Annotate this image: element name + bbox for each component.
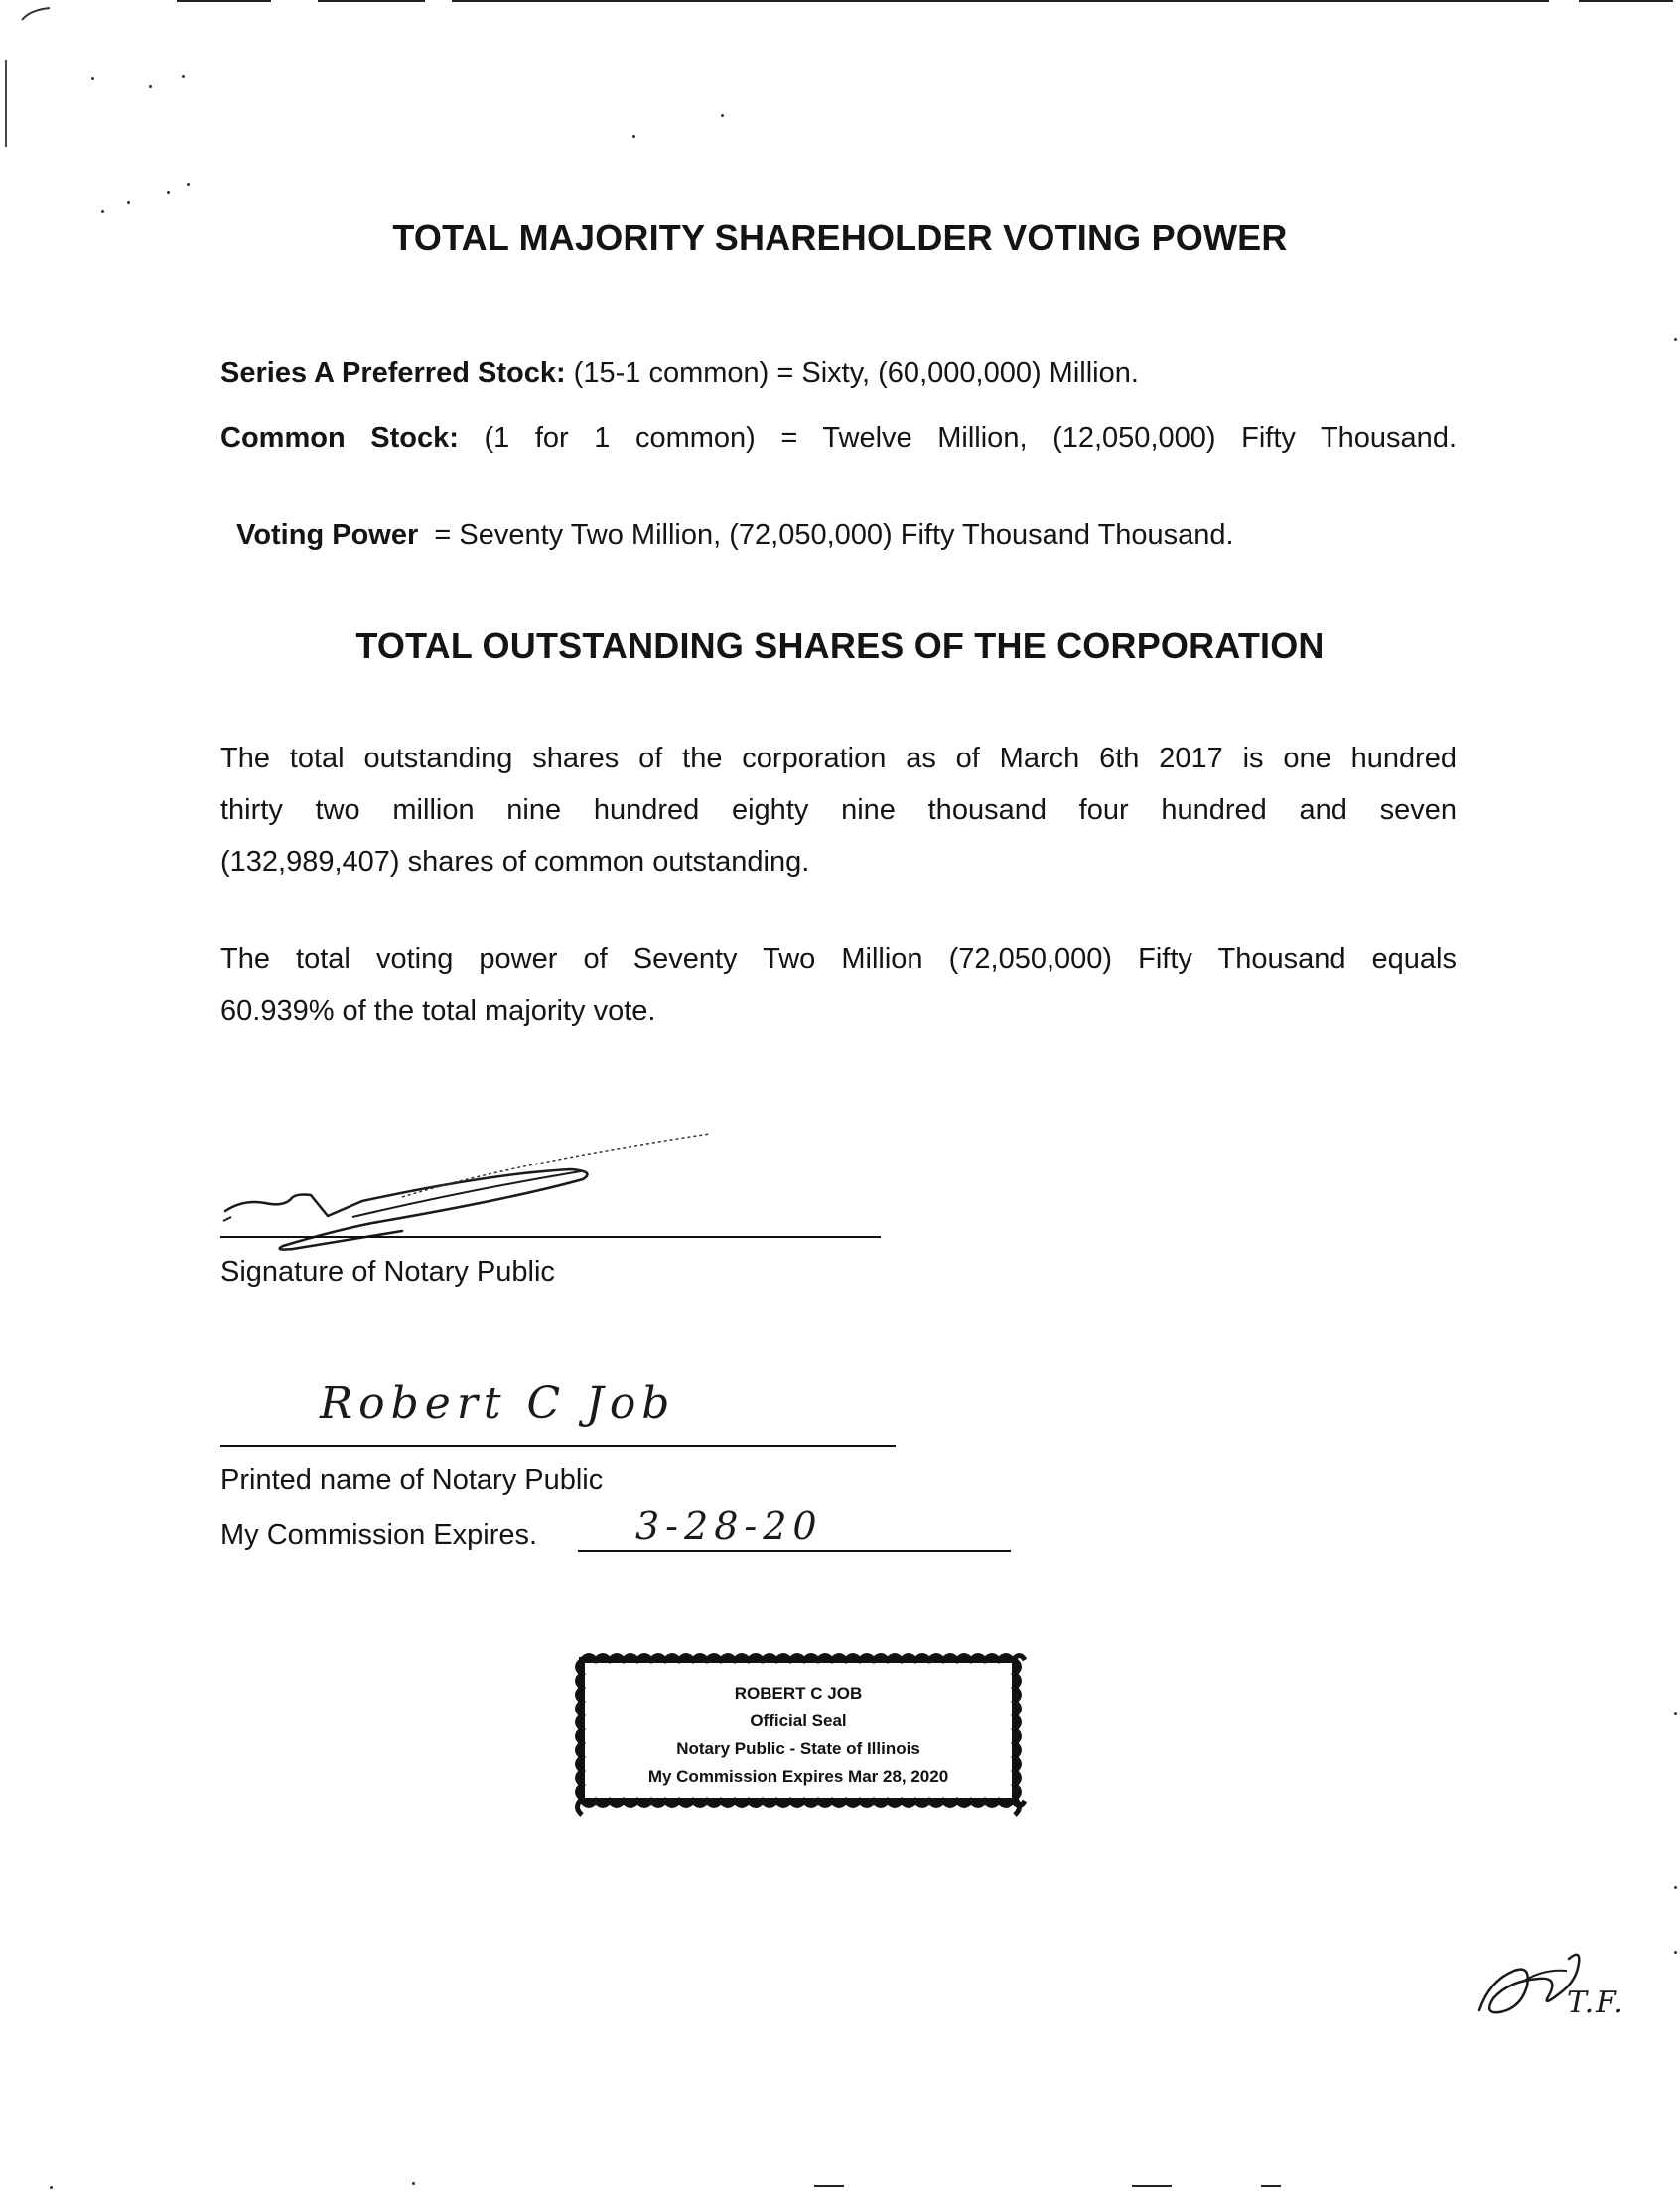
- scan-artifact-side-line: [5, 60, 7, 147]
- scan-speck: [187, 183, 190, 186]
- scan-speck: [632, 135, 635, 138]
- paragraph-line: The total outstanding shares of the corporation as of March 6th 2017 is one hundred: [220, 743, 1457, 774]
- scan-artifact-bottom-line: [814, 2185, 844, 2187]
- scan-speck: [1674, 1712, 1677, 1715]
- outstanding-shares-paragraph: [220, 733, 1457, 888]
- voting-power-heading: TOTAL MAJORITY SHAREHOLDER VOTING POWER: [392, 217, 1288, 258]
- voting-power-label: Voting Power: [236, 519, 419, 551]
- notary-signature: [213, 1122, 730, 1261]
- scan-speck: [1674, 338, 1677, 341]
- outstanding-shares-heading: TOTAL OUTSTANDING SHARES OF THE CORPORATION: [355, 625, 1325, 666]
- voting-power-line: [220, 486, 1457, 552]
- series-a-text: (15-1 common) = Sixty, (60,000,000) Million.: [565, 357, 1139, 389]
- seal-name: ROBERT C JOB: [734, 1684, 863, 1703]
- scan-speck: [127, 201, 130, 204]
- seal-expiry: My Commission Expires Mar 28, 2020: [647, 1767, 949, 1786]
- scan-artifact-bottom-line: [1261, 2185, 1281, 2187]
- scan-speck: [1674, 1951, 1677, 1954]
- scan-artifact-top-line: [1579, 0, 1673, 2]
- scan-speck: [91, 77, 94, 80]
- paragraph-line: thirty two million nine hundred eighty nine thousand four hundred and seven: [220, 794, 1457, 826]
- series-a-label: Series A Preferred Stock:: [220, 357, 566, 389]
- scan-speck: [50, 2186, 53, 2189]
- commission-date-line: [578, 1550, 1011, 1552]
- scan-speck: [721, 114, 724, 117]
- commission-expires-label: My Commission Expires.: [220, 1519, 538, 1551]
- common-stock-text: (1 for 1 common) = Twelve Million, (12,050,000) Fifty Thousand.: [458, 422, 1458, 454]
- scan-speck: [1674, 1886, 1677, 1889]
- paragraph-line: The total voting power of Seventy Two Million (72,050,000) Fifty Thousand equals: [220, 943, 1457, 975]
- voting-power-paragraph: [220, 933, 1457, 1036]
- paragraph-line: 60.939% of the total majority vote.: [220, 995, 656, 1027]
- scan-artifact-top-line: [452, 0, 1549, 2]
- notary-seal-stamp: [574, 1650, 1023, 1811]
- commission-date-handwritten: 3-28-20: [635, 1504, 823, 1548]
- seal-text: [574, 1680, 1023, 1791]
- common-stock-line: [220, 422, 1457, 455]
- series-a-preferred-line: [220, 357, 1457, 390]
- voting-power-text: = Seventy Two Million, (72,050,000) Fifty Thousand Thousand.: [418, 519, 1234, 551]
- scan-artifact-bottom-line: [1132, 2185, 1172, 2187]
- scan-speck: [167, 191, 170, 194]
- seal-state: Notary Public - State of Illinois: [676, 1739, 920, 1758]
- paragraph-line: (132,989,407) shares of common outstanding.: [220, 846, 810, 878]
- initials-text: T.F.: [1567, 1986, 1625, 2020]
- seal-official: Official Seal: [750, 1712, 847, 1730]
- signature-caption: Signature of Notary Public: [220, 1256, 555, 1288]
- common-stock-label: Common Stock:: [220, 422, 459, 454]
- scan-speck: [149, 85, 152, 88]
- scan-speck: [412, 2182, 415, 2185]
- scan-speck: [182, 75, 185, 78]
- printed-name-handwritten: Robert C Job: [320, 1378, 676, 1429]
- printed-name-caption: Printed name of Notary Public: [220, 1464, 604, 1496]
- scan-speck: [101, 210, 104, 213]
- scan-artifact-top-line: [318, 0, 425, 2]
- scan-mark-corner: [20, 4, 60, 24]
- printed-name-line: [220, 1445, 896, 1447]
- scan-artifact-top-line: [177, 0, 271, 2]
- signature-line: [220, 1236, 881, 1238]
